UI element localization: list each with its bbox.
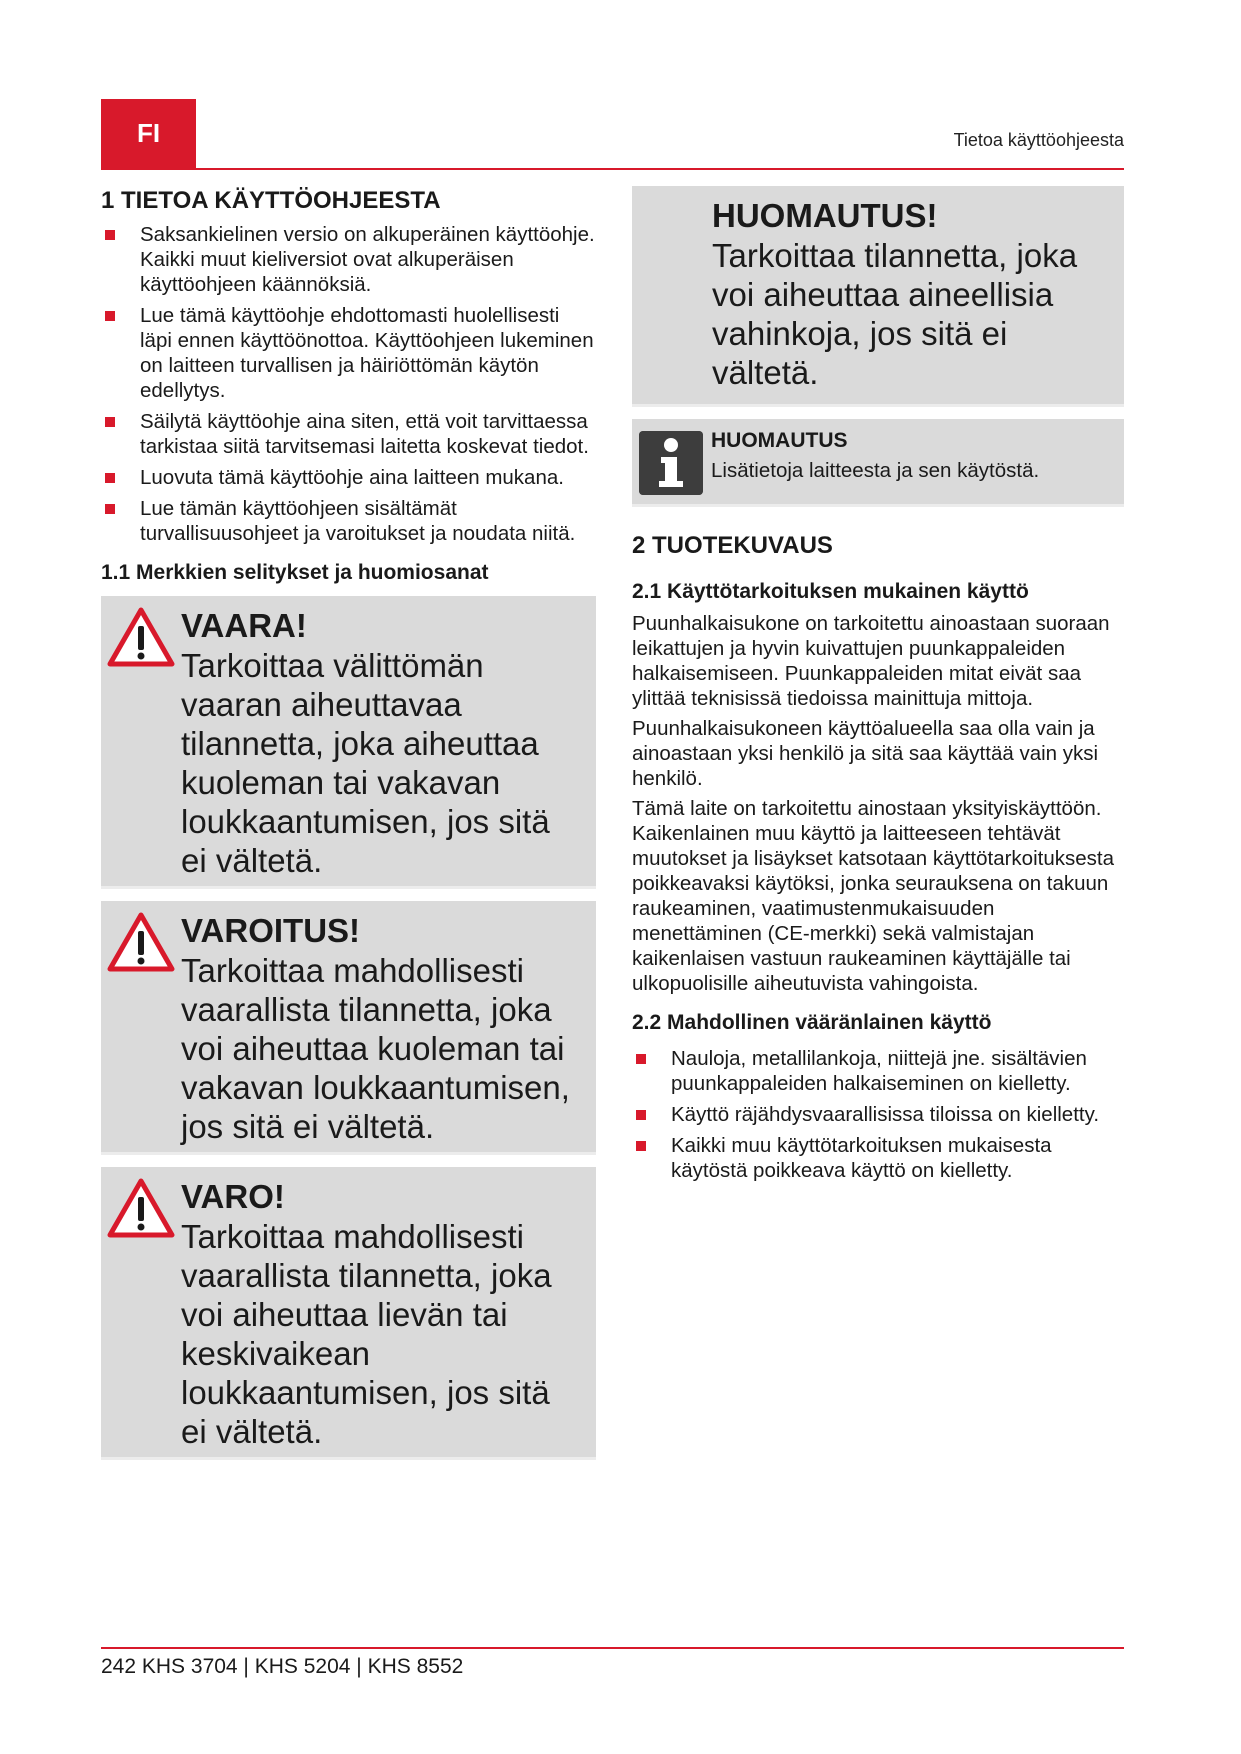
footer-page-info: 242 KHS 3704 | KHS 5204 | KHS 8552 xyxy=(101,1655,464,1678)
warning-triangle-icon xyxy=(107,1177,175,1239)
list-item: Nauloja, metallilankoja, niittejä jne. sisältävien puunkappaleiden halkaiseminen on kielletty. xyxy=(632,1046,1124,1096)
language-tab: FI xyxy=(101,99,196,168)
bullet-marker xyxy=(636,1141,646,1151)
list-item: Luovuta tämä käyttöohje aina laitteen mukana. xyxy=(101,465,596,490)
warning-triangle-icon xyxy=(107,911,175,973)
bullet-marker xyxy=(636,1054,646,1064)
info-icon xyxy=(639,431,703,495)
danger-title: VAARA! xyxy=(181,607,307,644)
paragraph: Puunhalkaisukoneen käyttöalueella saa olla vain ja ainoastaan yksi henkilö ja sitä saa käyttää vain yksi henkilö. xyxy=(632,717,1099,790)
warning-description: Tarkoittaa mahdollisesti vaarallista tilannetta, joka voi aiheuttaa kuoleman tai vakavan loukkaantumisen, jos sitä ei vältetä. xyxy=(181,952,570,1145)
caution-title: VARO! xyxy=(181,1178,285,1215)
paragraph: Puunhalkaisukone on tarkoitettu ainoastaan suoraan leikattujen ja hyvin kuivattujen puunkappaleiden halkaisemiseen. Puunkappaleiden mitat eivät saa ylittää teknisissä tiedoissa mainittuja mittoja. xyxy=(632,612,1110,710)
info-title: HUOMAUTUS xyxy=(711,429,848,452)
subsection-2-1-title: 2.1 Käyttötarkoituksen mukainen käyttö xyxy=(632,580,1029,603)
bullet-marker xyxy=(636,1110,646,1120)
notice-title: HUOMAUTUS! xyxy=(712,197,938,234)
right-column xyxy=(632,186,1124,1189)
bullet-marker xyxy=(105,230,115,240)
left-column xyxy=(101,186,596,1472)
caution-description: Tarkoittaa mahdollisesti vaarallista tilannetta, joka voi aiheuttaa lievän tai keskivaikean loukkaantumisen, jos sitä ei vältetä. xyxy=(181,1218,552,1450)
list-item: Säilytä käyttöohje aina siten, että voit tarvittaessa tarkistaa siitä tarvitsemasi laitetta koskevat tiedot. xyxy=(101,409,596,459)
paragraph: Tämä laite on tarkoitettu ainostaan yksityiskäyttöön. Kaikenlainen muu käyttö ja laitteeseen tehtävät muutokset ja lisäykset katsotaan käyttötarkoituksesta poikkeavaksi käytöksi, jonka seurauksena on takuun raukeaminen, vaatimustenmukaisuuden menettäminen (CE-merkki) sekä valmistajan kaikenlaisen vastuun raukeaminen käyttäjälle tai ulkopuolisille aiheutuvista vahingoista. xyxy=(632,797,1114,995)
section-2-title: 2 TUOTEKUVAUS xyxy=(632,532,833,559)
header-title: Tietoa käyttöohjeesta xyxy=(953,130,1124,150)
warning-box xyxy=(101,901,596,1155)
bullet-marker xyxy=(105,417,115,427)
list-item: Lue tämä käyttöohje ehdottomasti huolellisesti läpi ennen käyttöönottoa. Käyttöohjeen lukeminen on laitteen turvallisen ja häiriöttömän käytön edellytys. xyxy=(101,303,596,403)
caution-box xyxy=(101,1167,596,1460)
info-description: Lisätietoja laitteesta ja sen käytöstä. xyxy=(711,459,1040,482)
info-box xyxy=(632,419,1124,507)
subsection-1-1-title: 1.1 Merkkien selitykset ja huomiosanat xyxy=(101,561,489,584)
danger-box xyxy=(101,596,596,889)
bullet-marker xyxy=(105,311,115,321)
bullet-marker xyxy=(105,473,115,483)
list-item: Kaikki muu käyttötarkoituksen mukaisesta käytöstä poikkeava käyttö on kielletty. xyxy=(632,1133,1124,1183)
section-1-title: 1 TIETOA KÄYTTÖOHJEESTA xyxy=(101,187,441,214)
list-item: Lue tämän käyttöohjeen sisältämät turvallisuusohjeet ja varoitukset ja noudata niitä. xyxy=(101,496,596,546)
section-2-2-bullets xyxy=(632,1046,1124,1183)
subsection-2-2-title: 2.2 Mahdollinen vääränlainen käyttö xyxy=(632,1011,992,1034)
section-1-bullets xyxy=(101,222,596,546)
footer-divider xyxy=(101,1647,1124,1649)
warning-triangle-icon xyxy=(107,606,175,668)
warning-title: VAROITUS! xyxy=(181,912,361,949)
list-item: Käyttö räjähdysvaarallisissa tiloissa on kielletty. xyxy=(632,1102,1124,1127)
notice-description: Tarkoittaa tilannetta, joka voi aiheuttaa aineellisia vahinkoja, jos sitä ei vältetä. xyxy=(712,237,1078,391)
danger-description: Tarkoittaa välittömän vaaran aiheuttavaa tilannetta, joka aiheuttaa kuoleman tai vakavan loukkaantumisen, jos sitä ei vältetä. xyxy=(181,647,550,879)
notice-box xyxy=(632,186,1124,407)
header-divider xyxy=(101,168,1124,170)
list-item: Saksankielinen versio on alkuperäinen käyttöohje. Kaikki muut kieliversiot ovat alkuperäisen käyttöohjeen käännöksiä. xyxy=(101,222,596,297)
bullet-marker xyxy=(105,504,115,514)
